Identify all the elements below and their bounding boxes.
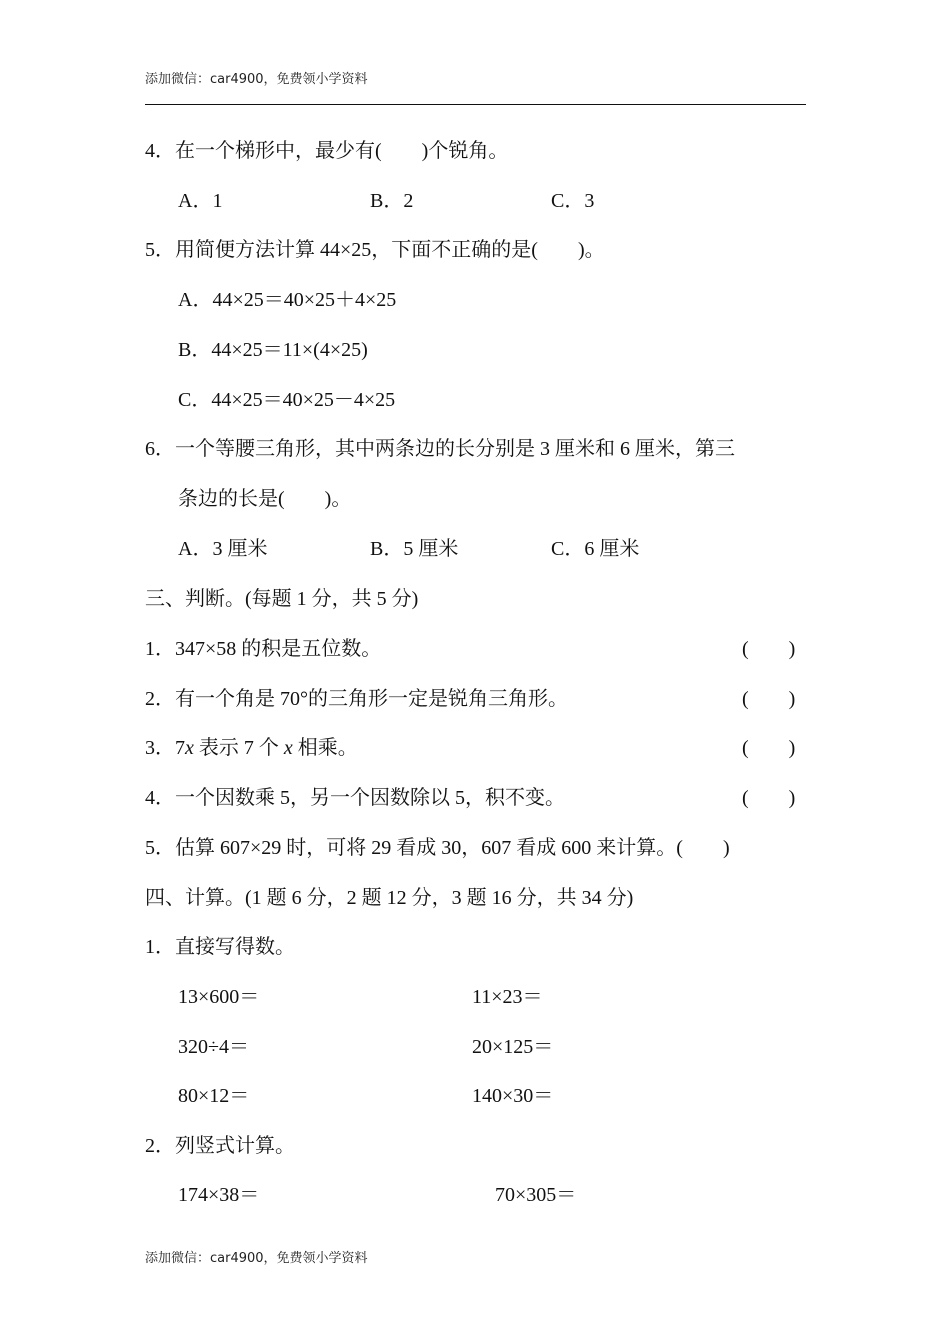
judge-item-3-end: 相乘。 (292, 737, 358, 759)
header-rule (145, 104, 806, 105)
question-5-stem: 5．用简便方法计算 44×25，下面不正确的是( )。 (145, 239, 605, 261)
judge-item-1: 1．347×58 的积是五位数。 (145, 638, 382, 660)
calc-q1-right-3: 140×30＝ (472, 1085, 554, 1107)
question-4-stem: 4．在一个梯形中，最少有( )个锐角。 (145, 140, 509, 162)
judge-answer-bracket-3[interactable]: ( ) (742, 737, 796, 759)
calc-q1-left-2: 320÷4＝ (178, 1036, 249, 1058)
q4-option-a: A．1 (178, 190, 223, 212)
judge-answer-bracket-1[interactable]: ( ) (742, 638, 796, 660)
section-4-title: 四、计算。(1 题 6 分，2 题 12 分，3 题 16 分，共 34 分) (145, 887, 634, 909)
calc-q2-right: 70×305＝ (495, 1184, 577, 1206)
judge-answer-bracket-2[interactable]: ( ) (742, 688, 796, 710)
calc-q1-stem: 1．直接写得数。 (145, 936, 295, 958)
judge-item-5: 5．估算 607×29 时，可将 29 看成 30，607 看成 600 来计算。( ) (145, 837, 730, 859)
judge-item-2: 2．有一个角是 70°的三角形一定是锐角三角形。 (145, 688, 568, 710)
calc-q1-right-1: 11×23＝ (472, 986, 543, 1008)
judge-item-3-mid: 表示 7 个 (193, 737, 284, 759)
calc-q1-left-1: 13×600＝ (178, 986, 260, 1008)
calc-q2-stem: 2．列竖式计算。 (145, 1135, 295, 1157)
q6-option-a: A．3 厘米 (178, 538, 268, 560)
calc-q2-left: 174×38＝ (178, 1184, 260, 1206)
judge-answer-bracket-4[interactable]: ( ) (742, 787, 796, 809)
q5-option-c: C．44×25＝40×25－4×25 (178, 389, 396, 411)
section-3-title: 三、判断。(每题 1 分，共 5 分) (145, 588, 419, 610)
calc-q1-left-3: 80×12＝ (178, 1085, 250, 1107)
page-footer: 添加微信：car4900，免费领小学资料 (145, 1251, 368, 1266)
q6-option-b: B．5 厘米 (370, 538, 459, 560)
judge-item-4: 4．一个因数乘 5，另一个因数除以 5，积不变。 (145, 787, 565, 809)
q6-option-c: C．6 厘米 (551, 538, 640, 560)
calc-q1-right-2: 20×125＝ (472, 1036, 554, 1058)
q4-option-c: C．3 (551, 190, 595, 212)
question-6-stem-line1: 6．一个等腰三角形，其中两条边的长分别是 3 厘米和 6 厘米，第三 (145, 438, 735, 460)
judge-item-3 (145, 734, 358, 762)
page-header: 添加微信：car4900，免费领小学资料 (145, 72, 368, 87)
judge-item-3-var1: x (185, 737, 194, 759)
judge-item-3-var2: x (283, 737, 293, 759)
q5-option-a: A．44×25＝40×25＋4×25 (178, 289, 397, 311)
question-6-stem-line2: 条边的长是( )。 (178, 488, 352, 510)
q5-option-b: B．44×25＝11×(4×25) (178, 339, 368, 361)
judge-item-3-num: 3．7 (145, 737, 185, 759)
q4-option-b: B．2 (370, 190, 414, 212)
